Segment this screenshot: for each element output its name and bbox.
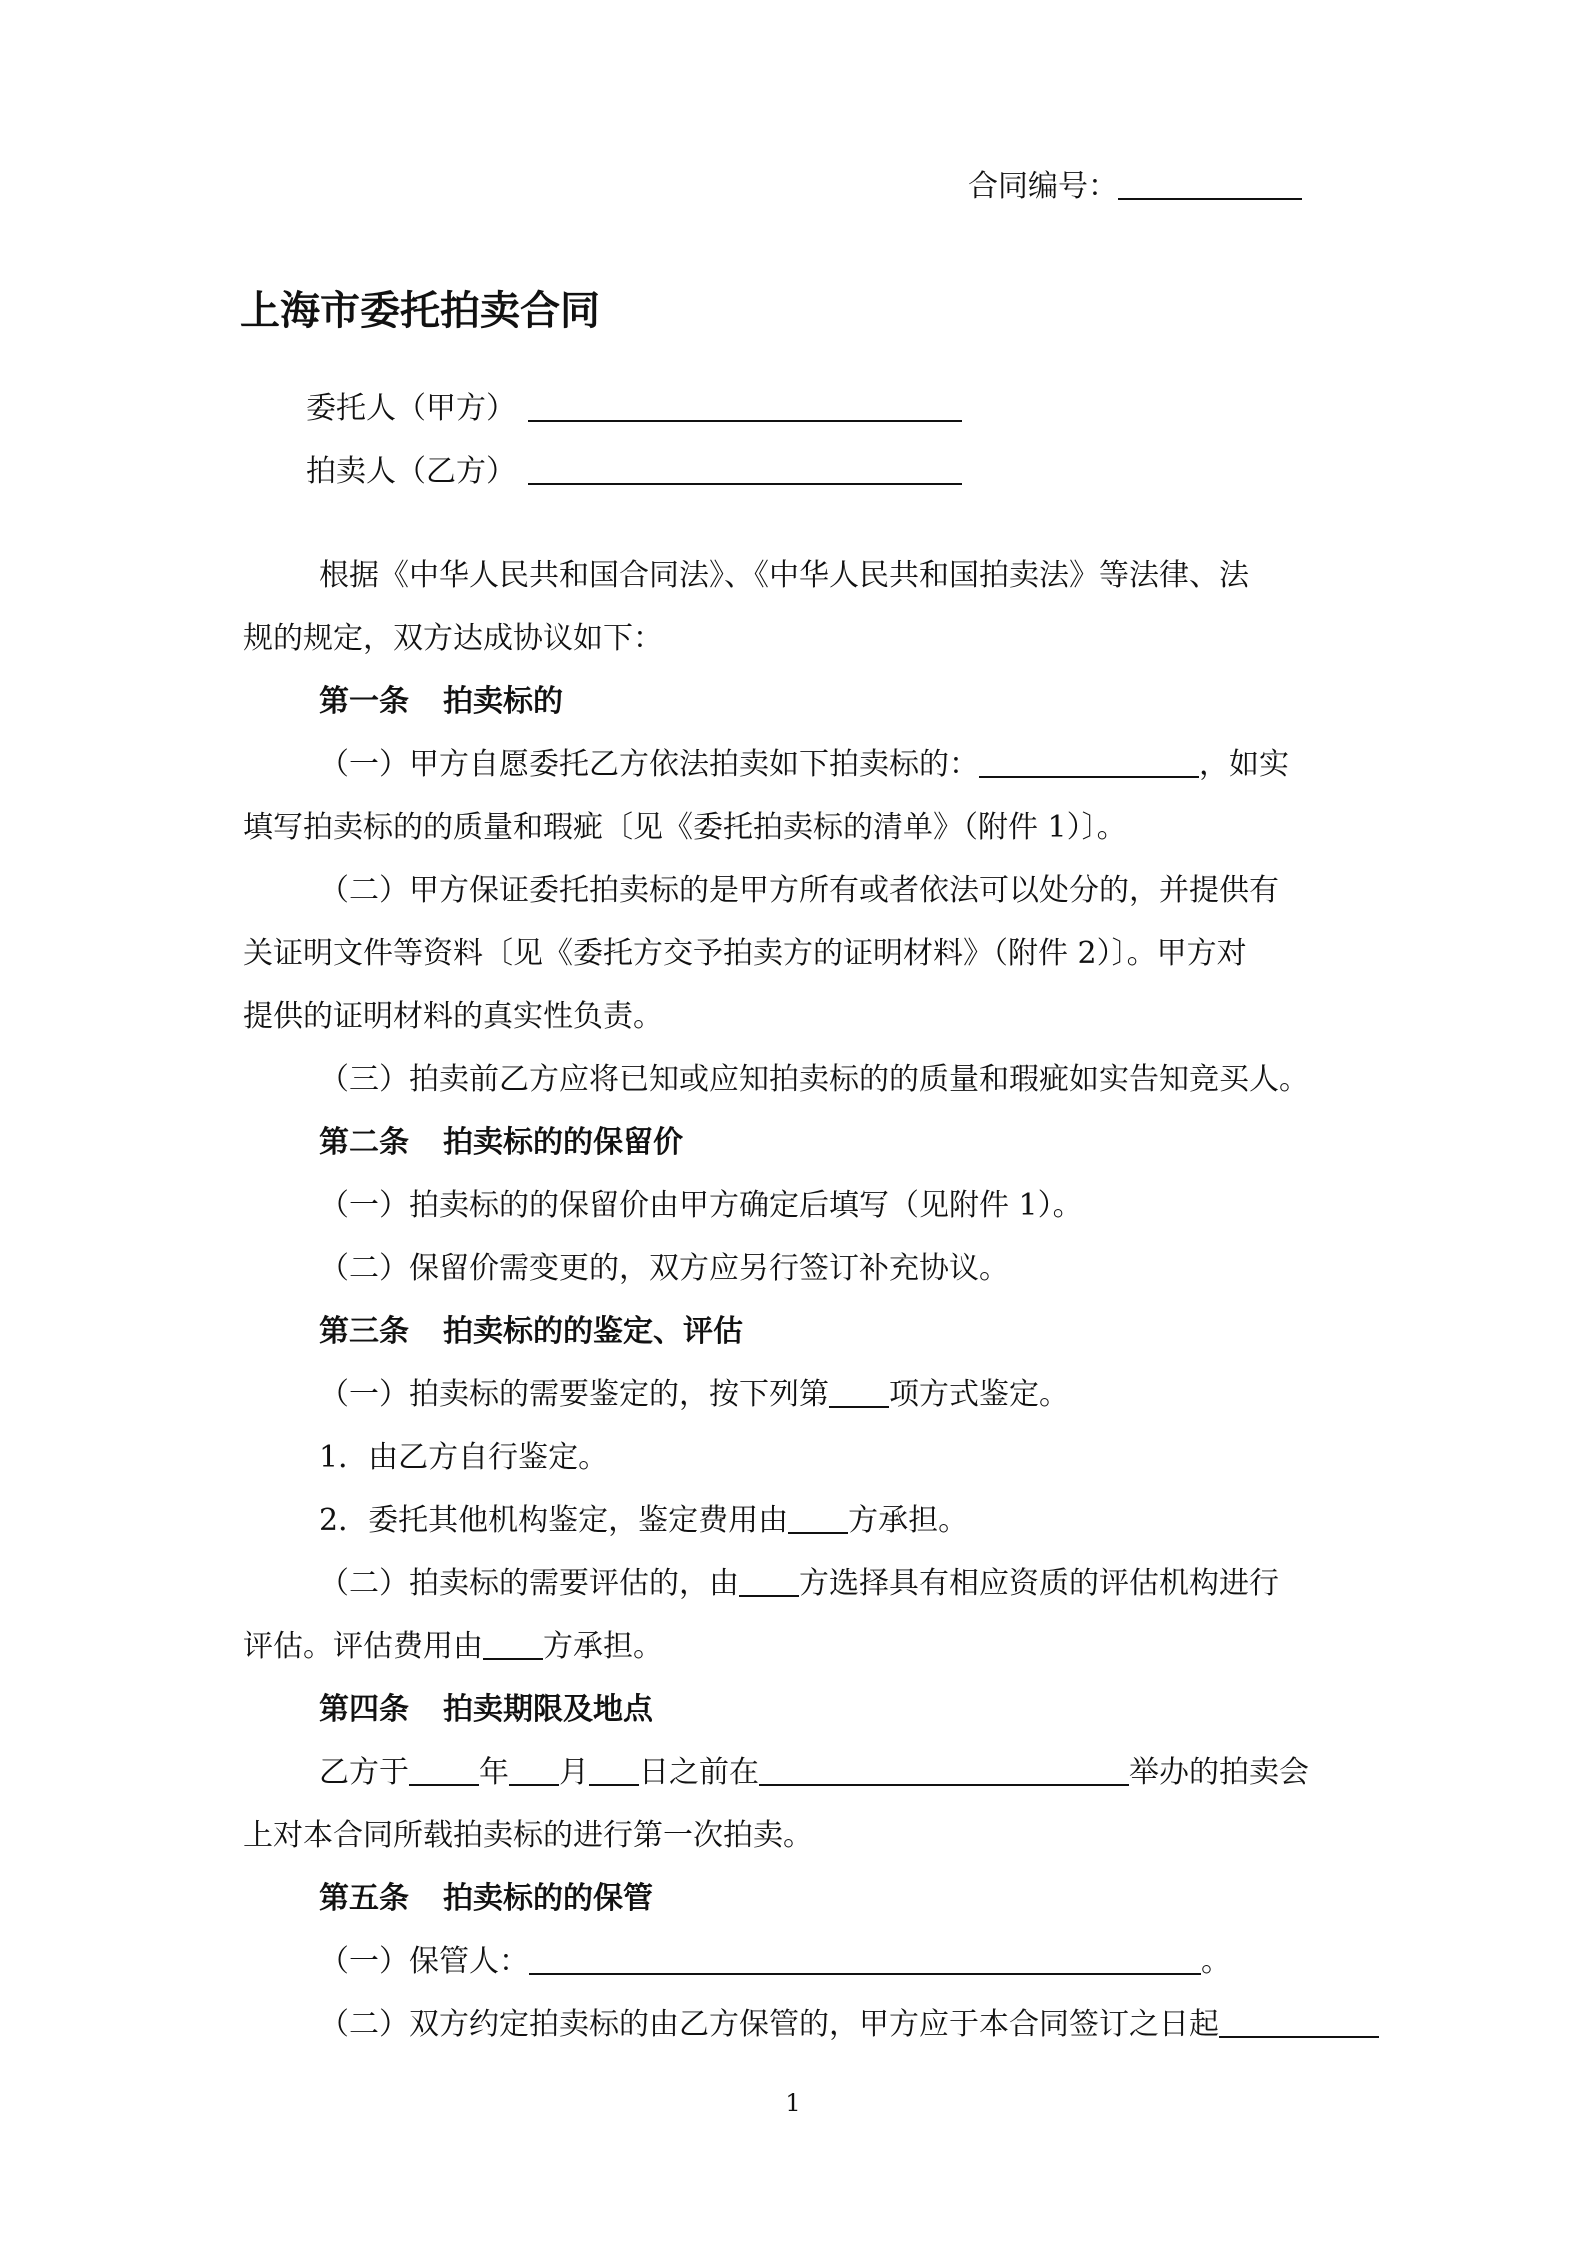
- article-1-clause-1-line-2: 填写拍卖标的的质量和瑕疵〔见《委托拍卖标的清单》（附件 1）〕。: [243, 810, 1127, 845]
- article-5-clause-2: [319, 2005, 1379, 2045]
- party-b-blank[interactable]: [528, 453, 962, 485]
- month-blank[interactable]: [509, 1754, 559, 1786]
- article-3-item-2: [319, 1501, 968, 1541]
- party-b-label: 拍卖人（乙方）: [306, 454, 516, 489]
- article-2-clause-1: （一）拍卖标的的保留价由甲方确定后填写（见附件 1）。: [319, 1188, 1083, 1223]
- text: 乙方于: [319, 1755, 409, 1790]
- contract-number-label: 合同编号：: [968, 169, 1118, 204]
- article-3-clause-1: [319, 1375, 1069, 1415]
- article-2-number: 第二条: [319, 1125, 409, 1160]
- article-3-clause-2-line-2: [243, 1627, 663, 1667]
- day-blank[interactable]: [589, 1754, 639, 1786]
- text: 。: [1201, 1944, 1231, 1979]
- article-4-line-2: 上对本合同所载拍卖标的进行第一次拍卖。: [243, 1818, 813, 1853]
- article-4-number: 第四条: [319, 1692, 409, 1727]
- contract-number-blank[interactable]: [1118, 168, 1302, 200]
- text: 方承担。: [848, 1503, 969, 1538]
- text: （一）甲方自愿委托乙方依法拍卖如下拍卖标的：: [319, 747, 979, 782]
- article-5-clause-1: [319, 1942, 1231, 1982]
- valuation-party-blank[interactable]: [739, 1565, 799, 1597]
- text: 日之前在: [639, 1755, 759, 1790]
- intro-line-1: 根据《中华人民共和国合同法》、《中华人民共和国拍卖法》等法律、法: [319, 558, 1249, 593]
- text: 2．委托其他机构鉴定，鉴定费用由: [319, 1503, 789, 1538]
- text: 项方式鉴定。: [889, 1377, 1069, 1412]
- auction-venue-blank[interactable]: [759, 1754, 1129, 1786]
- article-2-name: 拍卖标的的保留价: [443, 1125, 683, 1160]
- text: （二）双方约定拍卖标的由乙方保管的，甲方应于本合同签订之日起: [319, 2007, 1219, 2042]
- party-a-label: 委托人（甲方）: [306, 391, 516, 426]
- article-1-heading: [319, 682, 563, 722]
- auction-subject-blank[interactable]: [979, 746, 1199, 778]
- appraisal-method-blank[interactable]: [829, 1376, 889, 1408]
- custodian-blank[interactable]: [529, 1943, 1201, 1975]
- article-1-clause-1-line-1: [319, 745, 1289, 785]
- intro-line-2: 规的规定，双方达成协议如下：: [243, 621, 663, 656]
- party-a-line: [306, 389, 962, 429]
- article-4-heading: [319, 1690, 653, 1730]
- article-1-clause-2-line-1: （二）甲方保证委托拍卖标的是甲方所有或者依法可以处分的，并提供有: [319, 873, 1279, 908]
- text: （一）拍卖标的需要鉴定的，按下列第: [319, 1377, 829, 1412]
- contract-number-line: [968, 167, 1302, 207]
- document-title: 上海市委托拍卖合同: [240, 288, 600, 334]
- text: 方选择具有相应资质的评估机构进行: [799, 1566, 1279, 1601]
- page-number: 1: [785, 2089, 801, 2117]
- text: 方承担。: [543, 1629, 663, 1664]
- text: （一）保管人：: [319, 1944, 529, 1979]
- article-1-clause-2-line-3: 提供的证明材料的真实性负责。: [243, 999, 663, 1034]
- article-3-name: 拍卖标的的鉴定、评估: [443, 1314, 743, 1349]
- article-1-number: 第一条: [319, 684, 409, 719]
- article-3-number: 第三条: [319, 1314, 409, 1349]
- appraisal-fee-party-blank[interactable]: [788, 1502, 848, 1534]
- party-b-line: [306, 452, 962, 492]
- valuation-fee-party-blank[interactable]: [483, 1628, 543, 1660]
- text: 月: [559, 1755, 589, 1790]
- article-4-line-1: [319, 1753, 1309, 1793]
- party-a-blank[interactable]: [528, 390, 962, 422]
- article-4-name: 拍卖期限及地点: [443, 1692, 653, 1727]
- custody-days-blank[interactable]: [1219, 2006, 1379, 2038]
- text: ，如实: [1199, 747, 1289, 782]
- article-5-name: 拍卖标的的保管: [443, 1881, 653, 1916]
- article-3-item-1: 1．由乙方自行鉴定。: [319, 1440, 609, 1475]
- article-1-clause-3: （三）拍卖前乙方应将已知或应知拍卖标的的质量和瑕疵如实告知竞买人。: [319, 1062, 1309, 1097]
- article-3-heading: [319, 1312, 743, 1352]
- text: 评估。评估费用由: [243, 1629, 483, 1664]
- year-blank[interactable]: [409, 1754, 479, 1786]
- article-5-number: 第五条: [319, 1881, 409, 1916]
- article-2-heading: [319, 1123, 683, 1163]
- text: 年: [479, 1755, 509, 1790]
- article-2-clause-2: （二）保留价需变更的，双方应另行签订补充协议。: [319, 1251, 1009, 1286]
- article-1-name: 拍卖标的: [443, 684, 563, 719]
- article-1-clause-2-line-2: 关证明文件等资料〔见《委托方交予拍卖方的证明材料》（附件 2）〕。甲方对: [243, 936, 1247, 971]
- text: 举办的拍卖会: [1129, 1755, 1309, 1790]
- article-3-clause-2-line-1: [319, 1564, 1279, 1604]
- text: （二）拍卖标的需要评估的，由: [319, 1566, 739, 1601]
- article-5-heading: [319, 1879, 653, 1919]
